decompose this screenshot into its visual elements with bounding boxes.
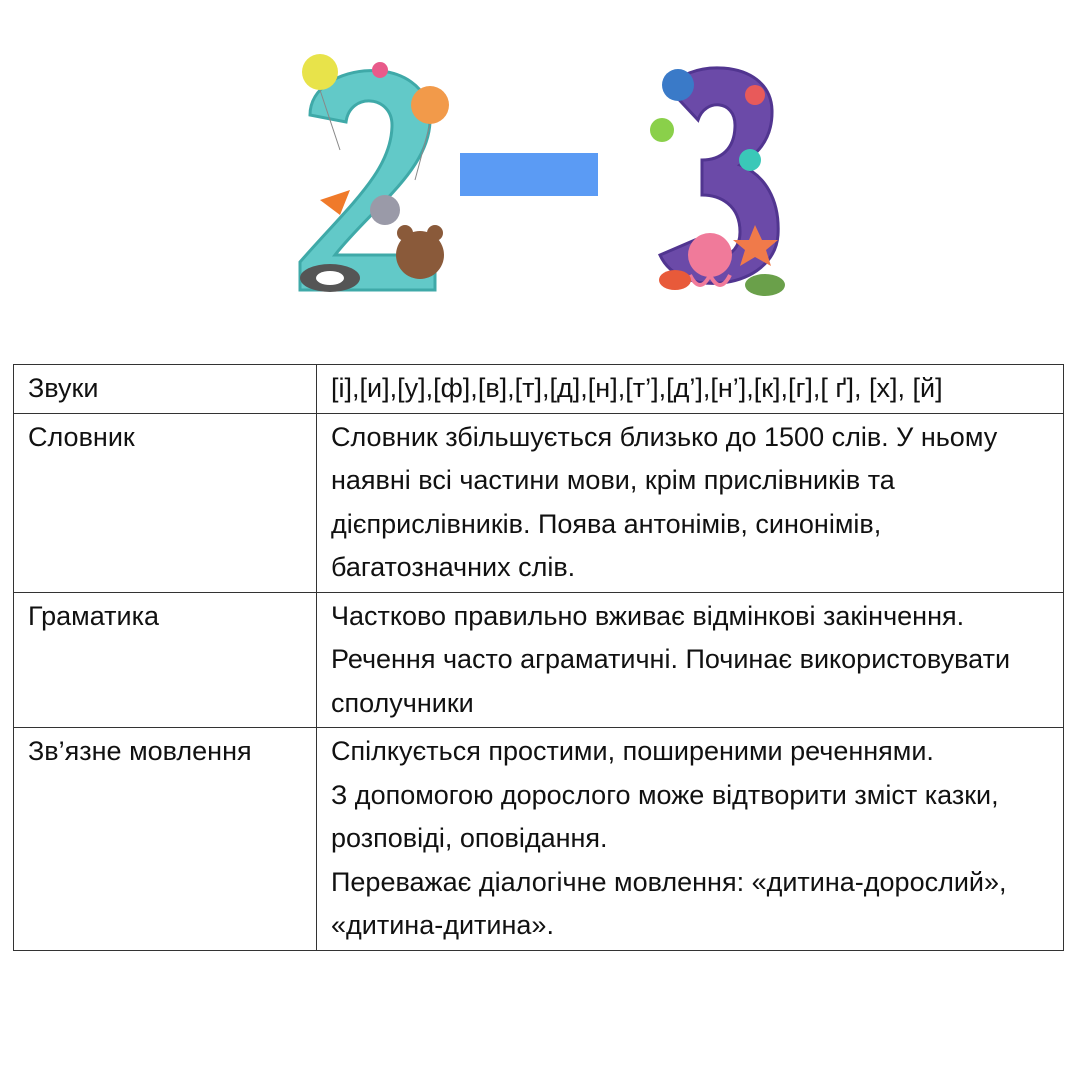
speech-development-table bbox=[13, 364, 1064, 951]
table-row bbox=[14, 413, 1064, 592]
table-row bbox=[14, 592, 1064, 728]
row-label: Зв’язне мовлення bbox=[14, 728, 317, 951]
table-row bbox=[14, 728, 1064, 951]
row-text: Спілкується простими, поширеними реченнями. З допомогою дорослого може відтворити зміст казки, розповіді, оповідання. Переважає діалогічне мовлення: «дитина-дорослий», «дитина-дитина». bbox=[317, 728, 1064, 951]
number-two-illustration-icon bbox=[280, 40, 460, 300]
age-range-header bbox=[270, 40, 810, 310]
row-label: Граматика bbox=[14, 592, 317, 728]
number-three-illustration-icon bbox=[640, 40, 790, 300]
dash-separator bbox=[460, 153, 598, 196]
row-label: Словник bbox=[14, 413, 317, 592]
row-label: Звуки bbox=[14, 365, 317, 414]
row-text: [і],[и],[у],[ф],[в],[т],[д],[н],[т’],[д’],[н’],[к],[г],[ ґ], [х], [й] bbox=[317, 365, 1064, 414]
row-text: Частково правильно вживає відмінкові закінчення. Речення часто аграматичні. Починає використовувати сполучники bbox=[317, 592, 1064, 728]
table-row bbox=[14, 365, 1064, 414]
row-text: Словник збільшується близько до 1500 слів. У ньому наявні всі частини мови, крім прислівників та дієприслівників. Поява антонімів, синонімів, багатозначних слів. bbox=[317, 413, 1064, 592]
